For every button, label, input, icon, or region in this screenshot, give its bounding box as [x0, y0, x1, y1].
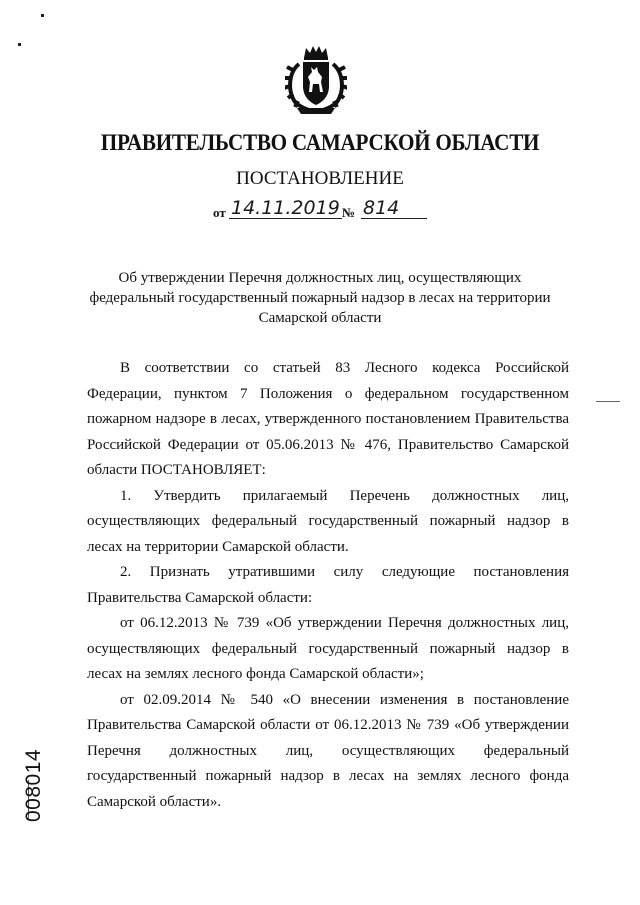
scan-speck [41, 14, 44, 17]
document-body [87, 356, 569, 815]
scan-speck [18, 43, 21, 46]
body-paragraph: 2. Признать утратившими силу следующие постановления Правительства Самарской области: [87, 564, 569, 606]
body-paragraph: от 02.09.2014 № 540 «О внесении изменения в постановление Правительства Самарской области от 06.12.2013 № 739 «Об утверждении Перечня должностных лиц, осуществляющих федеральный государственный пожарный надзор в лесах на землях лесного фонда Самарской области». [87, 691, 569, 810]
body-paragraph: В соответствии со статьей 83 Лесного кодекса Российской Федерации, пунктом 7 Положения о федеральном государственном пожарном надзоре в лесах, утвержденного постановлением Правительства Российской Федерации от 05.06.2013 № 476, Правительство Самарской области ПОСТАНОВЛЯЕТ: [87, 360, 569, 478]
date-underline [229, 218, 342, 219]
body-paragraph: 1. Утвердить прилагаемый Перечень должностных лиц, осуществляющих федеральный государственный пожарный надзор в лесах на территории Самарской области. [87, 487, 569, 555]
organization-title: ПРАВИТЕЛЬСТВО САМАРСКОЙ ОБЛАСТИ [100, 130, 540, 155]
margin-mark [596, 401, 620, 402]
date-number-line [213, 197, 433, 221]
document-type: ПОСТАНОВЛЕНИЕ [236, 168, 404, 189]
document-date: 14.11.2019 [231, 197, 340, 219]
number-prefix: № [342, 205, 356, 220]
document-number: 814 [363, 197, 400, 219]
body-paragraph: от 06.12.2013 № 739 «Об утверждении Перечня должностных лиц, осуществляющих федеральный государственный пожарный надзор в лесах на землях лесного фонда Самарской области»; [87, 615, 569, 682]
document-subject: Об утверждении Перечня должностных лиц, осуществляющих федеральный государственный пожарный надзор в лесах на территории Самарской области [89, 270, 551, 326]
number-underline [361, 218, 427, 219]
samara-coat-of-arms-icon [285, 44, 347, 116]
date-prefix: от [213, 205, 226, 220]
document-code: 008014 [22, 748, 45, 822]
